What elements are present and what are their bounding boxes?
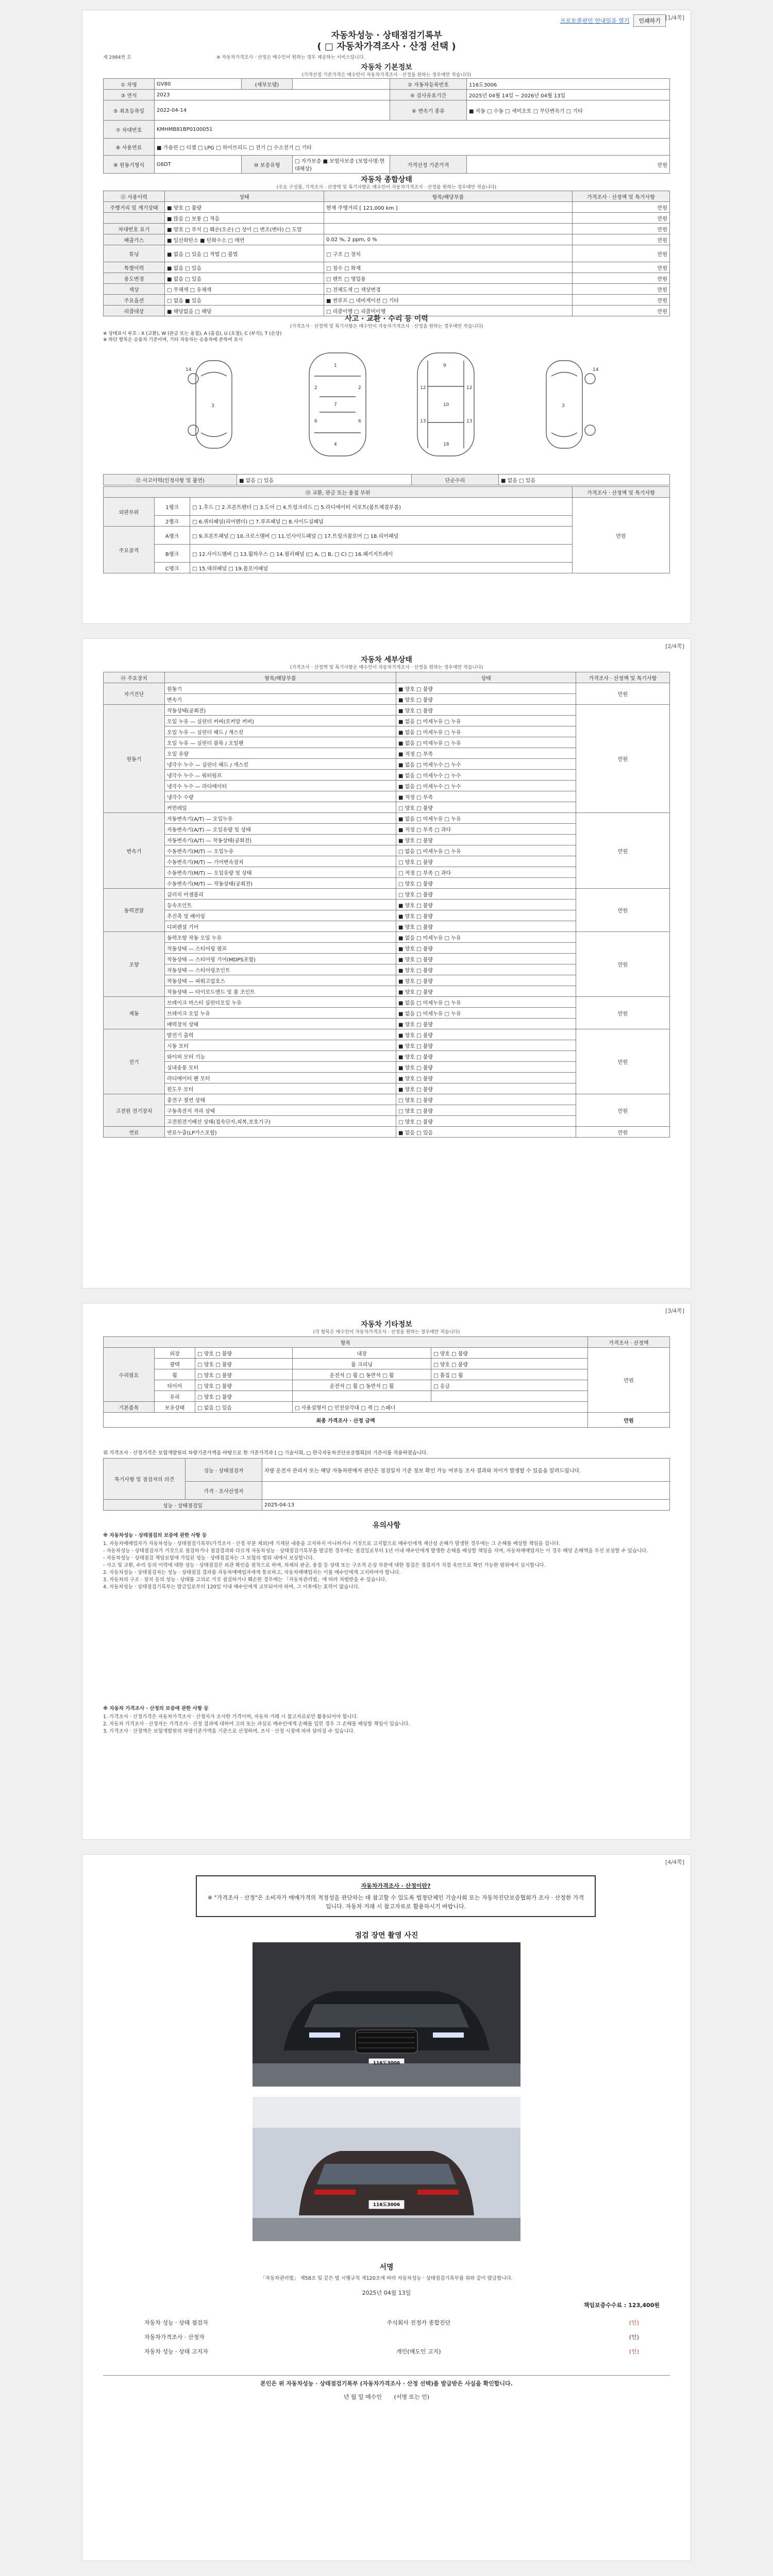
other-row: 휠 □ 양호 □ 불량 운전석 □ 휠 □ 동반석 □ 휠 □ 흡집 □ 휠 (104, 1369, 670, 1380)
opinion-sub-inspector: 성능 · 상태점검자 (186, 1459, 262, 1482)
detail-head-price: 가격조사 · 산정액 및 특기사항 (576, 672, 670, 683)
other-head-item: 항목 (104, 1337, 588, 1348)
detail-price: 만원 (576, 932, 670, 997)
signer-row-inspector: 자동차 성능 · 상태 점검자 주식회사 진정카 종합진단 (인) (144, 2318, 639, 2333)
record-page-4 (82, 1855, 691, 2561)
detail-item: 냉각수 수량 (165, 791, 396, 802)
guide-part1-text: 1. 자동차매매업자가 자동차성능 · 상태점검기록부(가격조사 · 산정 부분 제외)에 기재된 내용을 고지하지 아니하거나 거짓으로 고지함으로 매수인에게 재산상 손해가 발생한 경우에는 그 손해를 배상할 책임을 집니다. - 자동차성능 · 상태점검자가 거짓으로 점검하거나 점검결과와 다르게 자동차성능 · 상태점검기록부를 발급한 경우에는 점검일로부터 1년 이내 매수인에게 발생한 손해를 배상할 책임을 지며, 자동차매매업자는 이 경우 해당 손해액을 우선 보상할 수 있습니다. - 자동차성능 · 상태점검 책임보험에 가입된 성능 · 상태점검자는 그 보험의 범위 내에서 보상합니다. - 사고 및 교환, 수리 등의 이력에 대한 성능 · 상태점검은 외관 확인을 원칙으로 하며, 차체의 판금, 용접 등 상태 또는 구조적 손상 부분에 대한 점검은 점검자가 직접 육안으로 확인 가능한 범위에서 실시합니다. 2. 자동차성능 · 상태점검자는 성능 · 상태점검 결과를 자동차매매업자에게 통보하고, 자동차매매업자는 이를 매수인에게 고지하여야 합니다. 3. 자동차의 구조 · 장치 등의 성능 · 상태를 고의로 거짓 점검하거나 훼손한 경우에는 「자동차관리법」에 따라 처벌받을 수 있습니다. 4. 자동차성능 · 상태점검기록부는 발급일로부터 120일 이내 매수인에게 교부되어야 하며, 그 이후에는 효력이 없습니다. (103, 1541, 648, 1590)
detail-item: 작동상태 — 스티어링 펌프 (165, 943, 396, 954)
detail-item: 수동변속기(M/T) — 작동상태(공회전) (165, 878, 396, 889)
detail-head-device: ⑭ 주요장치 (104, 672, 165, 683)
svg-text:13: 13 (466, 419, 473, 424)
detail-group: 자기진단 (104, 683, 165, 705)
detail-price: 만원 (576, 705, 670, 813)
detail-state: ■ 양호 □ 불량 (396, 954, 576, 964)
inspection-photo-rear (253, 2097, 520, 2241)
price-notice-box (196, 1875, 596, 1917)
detail-table (103, 672, 670, 1138)
final-price-unit: 만원 (588, 1413, 670, 1428)
value-fuel: ■ 가솔린 □ 디젤 □ LPG □ 하이브리드 □ 전기 □ 수소전기 □ 기타 (155, 139, 670, 156)
condition-head-state: 상태 (165, 191, 324, 202)
detail-item: 오일 유량 (165, 748, 396, 759)
detail-state: ■ 양호 □ 불량 (396, 683, 576, 694)
condition-title: 자동차 종합상태 (361, 176, 412, 184)
detail-state: ■ 양호 □ 불량 (396, 943, 576, 954)
value-inspection-validity: 2025년 04월 14일 ~ 2026년 04월 13일 (467, 90, 670, 100)
guide-part2-text: 1. 가격조사 · 산정가격은 자동차가격조사 · 산정자가 조사한 가격이며, 자동차 거래 시 참고자료로만 활용되어야 합니다. 2. 자동차 가격조사 · 산정자는 가격조사 · 산정 결과에 대하여 고의 또는 과실로 매수인에게 손해를 입힌 경우 그 손해를 배상할 책임이 있습니다. 3. 가격조사 · 산정액은 보험개발원의 차량기준가액을 기준으로 산정하며, 조사 · 산정 시점에 따라 달라질 수 있습니다. (103, 1714, 410, 1734)
sign-statement: 「자동차관리법」 제58조 및 같은 법 시행규칙 제120조에 따라 자동차성능 · 상태점검기록부를 위와 같이 발급합니다. (260, 2276, 513, 2281)
other-row: 기본품목 보유상태 □ 없음 □ 있음 □ 사용설명서 □ 안전삼각대 □ 잭 □ 스패너 (104, 1402, 670, 1413)
detail-item: 냉각수 누수 — 워터펌프 (165, 770, 396, 781)
car-diagram (103, 340, 670, 469)
detail-row (104, 705, 670, 716)
parts-head-price: 가격조사 · 산정액 및 특기사항 (573, 487, 670, 498)
detail-state: ■ 양호 □ 불량 (396, 975, 576, 986)
detail-item: 브레이크 마스터 실린더오일 누유 (165, 997, 396, 1008)
detail-item: 오일 누유 — 실린더 헤드 / 개스킷 (165, 726, 396, 737)
svg-text:9: 9 (443, 363, 446, 368)
label-vin: ⑦ 차대번호 (104, 121, 155, 139)
detail-price: 만원 (576, 1127, 670, 1138)
detail-state: □ 양호 □ 불량 (396, 802, 576, 813)
guide-title: 유의사항 (372, 1521, 401, 1530)
document-subtitle: ( □ 자동차가격조사 · 산정 선택 ) (317, 41, 456, 52)
protocol-link[interactable]: 프로토콜판인 안내일을 열기 (560, 18, 630, 24)
value-base-price: 만원 (467, 156, 670, 174)
detail-item: 커먼레일 (165, 802, 396, 813)
label-warranty: ⑩ 보증유형 (242, 156, 293, 174)
detail-state: ■ 없음 □ 미세누유 □ 누유 (396, 1008, 576, 1019)
svg-text:1: 1 (334, 363, 337, 368)
detail-state: ■ 양호 □ 불량 (396, 1051, 576, 1062)
detail-state: □ 양호 □ 불량 (396, 1105, 576, 1116)
condition-row: 배출가스 ■ 일산화탄소 ■ 탄화수소 □ 매연 0.02 %, 2 ppm, 0 % 만원 (104, 234, 670, 245)
opinion-text: 차량 운전자 관리자 또는 해당 자동차판매자 판단은 점검일자 기준 정보 확인 가능 여부등 조사 결과와 차이가 발생할 수 있음을 알려드립니다. (262, 1459, 670, 1482)
detail-price: 만원 (576, 1029, 670, 1094)
detail-state: □ 양호 □ 불량 (396, 856, 576, 867)
svg-text:10: 10 (443, 402, 449, 408)
condition-table (103, 191, 670, 316)
detail-row (104, 932, 670, 943)
parts-price: 만원 (573, 498, 670, 573)
label-engine-type: ⑨ 원동기형식 (104, 156, 155, 174)
detail-title: 자동차 세부상태 (361, 656, 412, 664)
svg-text:7: 7 (334, 402, 337, 408)
detail-item: 작동상태(공회전) (165, 705, 396, 716)
detail-head-state: 상태 (396, 672, 576, 683)
other-row: 유리 □ 양호 □ 불량 (104, 1391, 670, 1402)
detail-group: 전기 (104, 1029, 165, 1094)
opinion-sub-price: 가격 · 조사산정자 (186, 1482, 262, 1500)
detail-state: ■ 양호 □ 불량 (396, 1073, 576, 1083)
print-button[interactable]: 인쇄하기 (633, 14, 666, 27)
receipt-mark: (서명 또는 인) (394, 2394, 430, 2400)
condition-head-history: ⑪ 사용이력 (104, 191, 165, 202)
svg-text:14: 14 (186, 367, 192, 372)
price-statement: 위 가격조사 · 산정가격은 보험개발원의 차량기준가액을 바탕으로 한 기준가격과 [ □ 기술사회, □ 한국자동차진단보증협회]의 기준서를 적용하였습니다. (103, 1450, 428, 1456)
condition-row: 특별이력 ■ 없음 □ 있음 □ 침수 □ 화재 만원 (104, 262, 670, 273)
condition-row: 주행거리 및 계기상태 ■ 양호 □ 불량 현재 주행거리 [ 121,000 km ] 만원 (104, 202, 670, 213)
detail-price: 만원 (576, 997, 670, 1029)
detail-state: ■ 적정 □ 부족 (396, 748, 576, 759)
record-page-3 (82, 1303, 691, 1839)
value-sub-model (293, 79, 390, 90)
svg-text:3: 3 (211, 403, 214, 409)
detail-state: □ 양호 □ 불량 (396, 889, 576, 900)
detail-state: □ 양호 □ 불량 (396, 878, 576, 889)
parts-row: B랭크 □ 12.사이드멤버 □ 13.휠하우스 □ 14.필러패널 (□ A, □ B, □ C) □ 16.패키지트레이 (104, 545, 670, 563)
accident-legend: ※ 상태표시 부호 : X (교환), W (판금 또는 용접), A (흠집), U (요철), C (부식), T (손상) (103, 331, 282, 336)
svg-text:18: 18 (443, 442, 449, 447)
detail-item: 작동상태 — 스티어링 기어(MDPS포함) (165, 954, 396, 964)
svg-text:12: 12 (466, 385, 473, 391)
signer-list (144, 2318, 639, 2362)
label-transmission: ⑥ 변속기 종류 (390, 100, 467, 121)
detail-item: 작동상태 — 타이로드엔드 및 볼 조인트 (165, 986, 396, 997)
detail-item: 실내송풍 모터 (165, 1062, 396, 1073)
detail-state: ■ 양호 □ 불량 (396, 1029, 576, 1040)
detail-row (104, 889, 670, 900)
guide-part2-title: ※ 자동차 가격조사 · 산정의 보증에 관한 사항 등 (103, 1706, 209, 1711)
other-table (103, 1336, 670, 1428)
page-number: [3/4쪽] (665, 1308, 684, 1314)
basic-info-title: 자동차 기본정보 (361, 63, 412, 72)
detail-item: 자동변속기(A/T) — 오일누유 (165, 813, 396, 824)
other-row: 타이어 □ 양호 □ 불량 운전석 □ 휠 □ 동반석 □ 휠 □ 응급 (104, 1380, 670, 1391)
detail-state: ■ 없음 □ 미세누유 □ 누유 (396, 997, 576, 1008)
detail-state: □ 양호 □ 불량 (396, 1116, 576, 1127)
detail-group: 제동 (104, 997, 165, 1029)
receipt-line (82, 2393, 691, 2401)
detail-state: ■ 양호 □ 불량 (396, 1062, 576, 1073)
detail-group: 고전원 전기장치 (104, 1094, 165, 1127)
detail-state: □ 없음 □ 미세누유 □ 누유 (396, 845, 576, 856)
value-year: 2023 (155, 90, 390, 100)
svg-text:2: 2 (358, 385, 361, 391)
detail-item: 변속기 (165, 694, 396, 705)
label-base-price: 가격산정 기준가격 (390, 156, 467, 174)
detail-item: 라디에이터 팬 모터 (165, 1073, 396, 1083)
detail-state: ■ 없음 □ 미세누유 □ 누유 (396, 813, 576, 824)
detail-group: 조향 (104, 932, 165, 997)
detail-price: 만원 (576, 1094, 670, 1127)
detail-state: ■ 없음 □ 미세누수 □ 누수 (396, 781, 576, 791)
detail-item: 배력장치 상태 (165, 1019, 396, 1029)
detail-group: 변속기 (104, 813, 165, 889)
receipt-date-buyer: 년 월 일 매수인 (343, 2394, 382, 2400)
value-vin: KMHMB81BP0100051 (155, 121, 670, 139)
label-plate: ② 자동차등록번호 (390, 79, 467, 90)
service-note: ※ 자동차가격조사 · 산정은 매수인이 원하는 경우 제공하는 서비스입니다. (216, 55, 365, 60)
detail-state: ■ 없음 □ 미세누수 □ 누수 (396, 759, 576, 770)
opinion-label: 특기사항 및 점검자의 의견 (104, 1459, 186, 1500)
detail-item: 오일 누유 — 실린더 블록 / 오일팬 (165, 737, 396, 748)
detail-item: 오일 누유 — 실린더 커버(로커암 커버) (165, 716, 396, 726)
signer-row-notifier: 자동차 성능 · 상태 고지자 개인(매도인 고지) (인) (144, 2347, 639, 2362)
parts-table (103, 486, 670, 573)
inspection-photo-front (253, 1942, 520, 2087)
condition-row: 차대번호 표기 ■ 양호 □ 부식 □ 훼손(오손) □ 상이 □ 변조(변타) □ 도말 만원 (104, 224, 670, 234)
condition-subtitle: (주요 구성품, 가격조사 · 산정액 및 특기사항은 매수인이 자동차가격조사 · 산정을 원하는 경우에만 적습니다) (276, 185, 497, 190)
other-title: 자동차 기타정보 (361, 1320, 412, 1329)
detail-subtitle: (가격조사 · 산정액 및 특기사항은 매수인이 자동차가격조사 · 산정을 원하는 경우에만 적습니다) (290, 665, 483, 670)
accident-history-state: ■ 없음 □ 있음 (237, 474, 412, 485)
detail-item: 원동기 (165, 683, 396, 694)
fee-label: 책임보증수수료 : (583, 2302, 627, 2309)
detail-item: 수동변속기(M/T) — 기어변속장치 (165, 856, 396, 867)
detail-item: 구동축전지 격리 상태 (165, 1105, 396, 1116)
detail-state: ■ 양호 □ 불량 (396, 1040, 576, 1051)
other-row: 광택 □ 양호 □ 불량 룸 크리닝 □ 양호 □ 불량 (104, 1359, 670, 1369)
condition-row: 튜닝 ■ 없음 □ 있음 □ 적법 □ 불법 □ 구조 □ 장치 만원 (104, 245, 670, 262)
detail-state: ■ 없음 □ 있음 (396, 1127, 576, 1138)
document-title: 자동차성능 · 상태점검기록부 (331, 30, 442, 41)
detail-item: 디퍼렌셜 기어 (165, 921, 396, 932)
condition-row: 색상 □ 무채색 □ 유채색 □ 전체도색 □ 색상변경 만원 (104, 284, 670, 295)
page-number: [2/4쪽] (665, 643, 684, 650)
detail-state: □ 적정 □ 부족 □ 과다 (396, 867, 576, 878)
label-car-name: ① 차명 (104, 79, 155, 90)
detail-state: ■ 양호 □ 불량 (396, 705, 576, 716)
guide-part1-title: ※ 자동차성능 · 상태점검의 보증에 관한 사항 등 (103, 1533, 207, 1538)
simple-repair-label: 단순수리 (412, 474, 499, 485)
detail-item: 윈도우 모터 (165, 1083, 396, 1094)
detail-state: ■ 적정 □ 부족 □ 과다 (396, 824, 576, 835)
detail-state: ■ 양호 □ 불량 (396, 986, 576, 997)
detail-item: 냉각수 누수 — 라디에이터 (165, 781, 396, 791)
detail-item: 수동변속기(M/T) — 오일유량 및 상태 (165, 867, 396, 878)
detail-state: ■ 없음 □ 미세누유 □ 누유 (396, 932, 576, 943)
svg-text:6: 6 (358, 419, 361, 424)
final-price-title: 최종 가격조사 · 산정 금액 (104, 1413, 588, 1428)
page-number: [1/4쪽] (665, 14, 684, 21)
detail-row (104, 1094, 670, 1105)
detail-item: 고전원전기배선 상태(접속단자,피복,보호기구) (165, 1116, 396, 1127)
other-head-price: 가격조사 · 산정액 (588, 1337, 670, 1348)
svg-text:6: 6 (314, 419, 317, 424)
detail-item: 발전기 출력 (165, 1029, 396, 1040)
svg-text:13: 13 (420, 419, 426, 424)
value-transmission: ■ 자동 □ 수동 □ 세미오토 □ 무단변속기 □ 기타 (467, 100, 670, 121)
photo1-plate: 116도3006 (373, 2061, 400, 2066)
value-plate: 116도3006 (467, 79, 670, 90)
svg-text:12: 12 (420, 385, 426, 391)
detail-item: 연료누출(LP가스포함) (165, 1127, 396, 1138)
condition-row: 리콜대상 ■ 해당없음 □ 해당 □ 리콜이행 □ 리콜미이행 만원 (104, 306, 670, 316)
seal-icon: (인) (629, 2348, 639, 2355)
svg-text:4: 4 (334, 442, 337, 447)
basic-info-subtitle: (가격산정 기준가격은 매수인이 자동차가격조사 · 산정을 원하는 경우에만 적습니다) (301, 73, 472, 78)
detail-row (104, 997, 670, 1008)
detail-item: 작동상태 — 파워고압호스 (165, 975, 396, 986)
other-price: 만원 (588, 1348, 670, 1413)
detail-item: 동력조향 작동 오일 누유 (165, 932, 396, 943)
sign-title: 서명 (379, 2263, 394, 2272)
condition-row: 용도변경 ■ 없음 □ 있음 □ 렌트 □ 영업용 만원 (104, 273, 670, 284)
value-car-name: GV80 (155, 79, 242, 90)
accident-note: ※ 하단 항목은 승용차 기준이며, 기타 자동차는 승용차에 준하여 표시 (103, 337, 243, 343)
detail-state: ■ 양호 □ 불량 (396, 964, 576, 975)
value-first-registration: 2022-04-14 (155, 100, 390, 121)
simple-repair-state: ■ 없음 □ 있음 (499, 474, 670, 485)
detail-item: 자동변속기(A/T) — 작동상태(공회전) (165, 835, 396, 845)
notice-title: 자동차가격조사 · 산정이란? (361, 1883, 431, 1889)
condition-row: 주요옵션 □ 없음 ■ 있음 ■ 썬루프 □ 네비게이션 □ 기타 만원 (104, 295, 670, 306)
detail-state: ■ 양호 □ 불량 (396, 1019, 576, 1029)
signer-row-price: 자동차가격조사 · 산정자 (인) (144, 2334, 639, 2341)
basic-info-table (103, 78, 670, 174)
top-toolbar (560, 14, 666, 27)
detail-state: ■ 없음 □ 미세누수 □ 누수 (396, 770, 576, 781)
detail-item: 수동변속기(M/T) — 오일누유 (165, 845, 396, 856)
detail-state: ■ 없음 □ 미세누유 □ 누유 (396, 737, 576, 748)
inspector-opinion-table (103, 1458, 670, 1511)
seal-icon: (인) (629, 2319, 639, 2326)
fee-block (584, 2301, 660, 2309)
svg-text:3: 3 (562, 403, 565, 409)
detail-state: ■ 양호 □ 불량 (396, 910, 576, 921)
detail-item: 와이퍼 모터 기능 (165, 1051, 396, 1062)
photo2-plate: 116도3006 (373, 2202, 400, 2208)
record-page-1 (82, 10, 691, 623)
detail-state: ■ 양호 □ 불량 (396, 835, 576, 845)
detail-item: 작동상태 — 스티어링조인트 (165, 964, 396, 975)
detail-state: ■ 적정 □ 부족 (396, 791, 576, 802)
detail-price: 만원 (576, 889, 670, 932)
value-engine-type: G6DT (155, 156, 242, 174)
document-number: 제 2984번 호 (103, 55, 131, 60)
detail-item: 냉각수 누수 — 실린더 헤드 / 개스킷 (165, 759, 396, 770)
opinion-price-text (262, 1482, 670, 1500)
parts-row: 외판부위 1랭크 □ 1.후드 □ 2.프론트펜더 □ 3.도어 □ 4.트렁크리드 □ 5.라디에이터 서포트(볼트체결부품) 만원 (104, 498, 670, 516)
detail-head-item: 항목/해당부품 (165, 672, 396, 683)
parts-head: ⑬ 교환, 판금 또는 용접 부위 (104, 487, 573, 498)
detail-state: ■ 없음 □ 미세누유 □ 누유 (396, 716, 576, 726)
detail-item: 브레이크 오일 누유 (165, 1008, 396, 1019)
detail-state: ■ 없음 □ 미세누유 □ 누유 (396, 726, 576, 737)
accident-subtitle: (가격조사 · 산정액 및 특기사항은 매수인이 자동차가격조사 · 산정을 원하는 경우에만 적습니다) (290, 324, 483, 329)
label-year: ③ 연식 (104, 90, 155, 100)
label-fuel: ⑧ 사용연료 (104, 139, 155, 156)
sign-date: 2025년 04월 13일 (362, 2290, 411, 2296)
parts-row: C랭크 □ 15.대쉬패널 □ 19.플로어패널 (104, 563, 670, 573)
detail-state: ■ 양호 □ 불량 (396, 694, 576, 705)
detail-item: 클러치 어셈블리 (165, 889, 396, 900)
label-sub-model: (세부모델) (242, 79, 293, 90)
notice-body: ※ "가격조사 · 산정"은 소비자가 매매가격의 적정성을 판단하는 데 참고할 수 있도록 법정단체인 기술사회 또는 자동차진단보증협회가 조사 · 산정한 가격입니다. 자동차 거래 시 참고자료로 활용하시기 바랍니다. (207, 1894, 584, 1910)
detail-group: 동력전달 (104, 889, 165, 932)
receipt-statement: 본인은 위 자동차성능 · 상태점검기록부 (자동차가격조사 · 산정 선택)를 발급받은 사실을 확인합니다. (260, 2380, 513, 2387)
parts-row: 주요골격 A랭크 □ 9.프론트패널 □ 10.크로스멤버 □ 11.인사이드패널 □ 17.트렁크플로어 □ 18.리어패널 (104, 527, 670, 545)
record-page-2 (82, 639, 691, 1288)
other-subtitle: (각 항목은 매수인이 자동차가격조사 · 산정을 원하는 경우에만 적습니다) (313, 1330, 460, 1335)
detail-price: 만원 (576, 813, 670, 889)
condition-row: ■ 많음 □ 보통 □ 적음 만원 (104, 213, 670, 224)
svg-text:14: 14 (593, 367, 599, 372)
other-row: 수리필요 외장 □ 양호 □ 불량 내장 □ 양호 □ 불량 만원 (104, 1348, 670, 1359)
detail-item: 충전구 절연 상태 (165, 1094, 396, 1105)
detail-group: 연료 (104, 1127, 165, 1138)
detail-price: 만원 (576, 683, 670, 705)
accident-title: 사고 · 교환 · 수리 등 이력 (345, 315, 428, 323)
detail-item: 등속조인트 (165, 900, 396, 910)
page-number: [4/4쪽] (665, 1859, 684, 1866)
inspection-date-value: 2025-04-13 (262, 1500, 670, 1511)
detail-state: □ 양호 □ 불량 (396, 1094, 576, 1105)
label-inspection-validity: ④ 검사유효기간 (390, 90, 467, 100)
inspection-date-label: 성능 · 상태점검일 (104, 1500, 262, 1511)
divider (103, 2375, 670, 2376)
condition-head-item: 항목/해당부품 (324, 191, 573, 202)
condition-head-price: 가격조사 · 산정액 및 특기사항 (573, 191, 670, 202)
detail-item: 추진축 및 베어링 (165, 910, 396, 921)
detail-state: ■ 양호 □ 불량 (396, 900, 576, 910)
photo-section-title: 점검 장면 촬영 사진 (355, 1931, 418, 1940)
detail-row (104, 683, 670, 694)
parts-row: 2랭크 □ 6.쿼터패널(리어펜더) □ 7.루프패널 □ 8.사이드실패널 (104, 516, 670, 527)
accident-summary-table (103, 474, 670, 485)
detail-state: ■ 양호 □ 불량 (396, 921, 576, 932)
fee-value: 123,400원 (628, 2302, 660, 2309)
detail-item: 자동변속기(A/T) — 오일유량 및 상태 (165, 824, 396, 835)
svg-text:2: 2 (314, 385, 317, 391)
value-warranty: □ 자가보증 ■ 보험사보증 (보험사명:현대해상) (293, 156, 390, 174)
accident-history-label: ⑫ 사고이력(인정사항 및 불연) (104, 474, 237, 485)
car-outline-icon (103, 340, 670, 469)
detail-state: ■ 양호 □ 불량 (396, 1083, 576, 1094)
detail-row (104, 1029, 670, 1040)
detail-item: 시동 모터 (165, 1040, 396, 1051)
detail-row (104, 813, 670, 824)
detail-group: 원동기 (104, 705, 165, 813)
label-first-registration: ⑤ 최초등록일 (104, 100, 155, 121)
detail-row (104, 1127, 670, 1138)
